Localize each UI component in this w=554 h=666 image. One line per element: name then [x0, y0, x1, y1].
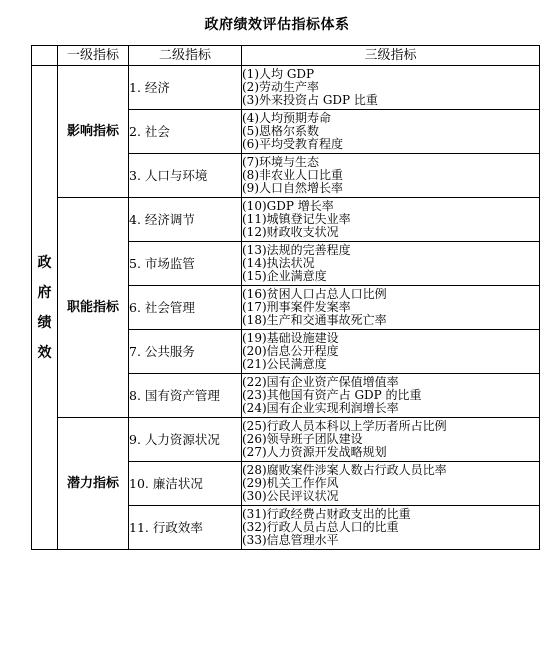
table-body — [32, 66, 540, 550]
level3-item: (4)人均预期寿命 — [242, 110, 331, 125]
level3-item: (15)企业满意度 — [242, 269, 327, 284]
level3-item: (14)执法状况 — [242, 255, 315, 270]
level2-cell: 3. 人口与环境 — [129, 154, 242, 198]
level3-cell — [242, 286, 540, 330]
header-level2: 二级指标 — [129, 46, 242, 66]
level3-item: (10)GDP 增长率 — [242, 198, 334, 213]
level2-cell: 4. 经济调节 — [129, 198, 242, 242]
level3-item: (8)非农业人口比重 — [242, 167, 343, 182]
level3-item: (6)平均受教育程度 — [242, 137, 343, 152]
level3-cell — [242, 462, 540, 506]
level3-cell — [242, 198, 540, 242]
level3-item: (13)法规的完善程度 — [242, 242, 351, 257]
level3-item: (20)信息公开程度 — [242, 343, 339, 358]
table-row — [32, 66, 540, 110]
level3-item: (31)行政经费占财政支出的比重 — [242, 506, 411, 521]
level3-item: (27)人力资源开发战略规划 — [242, 445, 387, 460]
level2-cell: 6. 社会管理 — [129, 286, 242, 330]
level3-item: (3)外来投资占 GDP 比重 — [242, 93, 378, 108]
level3-cell — [242, 242, 540, 286]
indicator-table — [31, 45, 540, 550]
level3-item: (9)人口自然增长率 — [242, 181, 343, 196]
level2-cell: 1. 经济 — [129, 66, 242, 110]
level3-item: (1)人均 GDP — [242, 66, 315, 81]
page-title: 政府绩效评估指标体系 — [204, 17, 350, 33]
level3-item: (29)机关工作作风 — [242, 475, 339, 490]
level1-cell: 职能指标 — [58, 198, 129, 418]
root-char: 效 — [37, 344, 52, 361]
level2-cell: 10. 廉洁状况 — [129, 462, 242, 506]
header-blank — [32, 46, 58, 66]
level3-item: (22)国有企业资产保值增值率 — [242, 374, 399, 389]
level3-item: (5)恩格尔系数 — [242, 123, 319, 138]
level3-item: (33)信息管理水平 — [242, 533, 339, 548]
table-row — [32, 418, 540, 462]
level3-cell — [242, 374, 540, 418]
level3-cell — [242, 154, 540, 198]
level1-cell: 影响指标 — [58, 66, 129, 198]
level3-item: (30)公民评议状况 — [242, 489, 339, 504]
level3-item: (19)基础设施建设 — [242, 330, 339, 345]
level3-cell — [242, 506, 540, 550]
level3-item: (21)公民满意度 — [242, 357, 327, 372]
level3-item: (32)行政人员占总人口的比重 — [242, 519, 399, 534]
level3-item: (16)贫困人口占总人口比例 — [242, 286, 387, 301]
level1-cell: 潜力指标 — [58, 418, 129, 550]
level3-cell — [242, 66, 540, 110]
level3-item: (23)其他国有资产占 GDP 的比重 — [242, 387, 422, 402]
level3-item: (17)刑事案件发案率 — [242, 299, 351, 314]
header-level1: 一级指标 — [58, 46, 129, 66]
level3-item: (2)劳动生产率 — [242, 79, 319, 94]
level3-cell — [242, 110, 540, 154]
level3-item: (24)国有企业实现利润增长率 — [242, 401, 399, 416]
level3-cell — [242, 330, 540, 374]
level2-cell: 5. 市场监管 — [129, 242, 242, 286]
root-label — [32, 66, 58, 550]
level2-cell: 7. 公共服务 — [129, 330, 242, 374]
root-char: 政 — [37, 254, 52, 271]
level3-item: (25)行政人员本科以上学历者所占比例 — [242, 418, 447, 433]
level2-cell: 11. 行政效率 — [129, 506, 242, 550]
level3-item: (11)城镇登记失业率 — [242, 211, 351, 226]
level3-item: (18)生产和交通事故死亡率 — [242, 313, 387, 328]
header-level3: 三级指标 — [242, 46, 540, 66]
level3-item: (28)腐败案件涉案人数占行政人员比率 — [242, 462, 447, 477]
table-row — [32, 198, 540, 242]
level2-cell: 9. 人力资源状况 — [129, 418, 242, 462]
root-char: 绩 — [37, 314, 52, 331]
root-char: 府 — [37, 284, 52, 301]
level3-item: (26)领导班子团队建设 — [242, 431, 363, 446]
level2-cell: 8. 国有资产管理 — [129, 374, 242, 418]
header-row — [32, 46, 540, 66]
level3-item: (12)财政收支状况 — [242, 225, 339, 240]
level2-cell: 2. 社会 — [129, 110, 242, 154]
level3-item: (7)环境与生态 — [242, 154, 319, 169]
level3-cell — [242, 418, 540, 462]
